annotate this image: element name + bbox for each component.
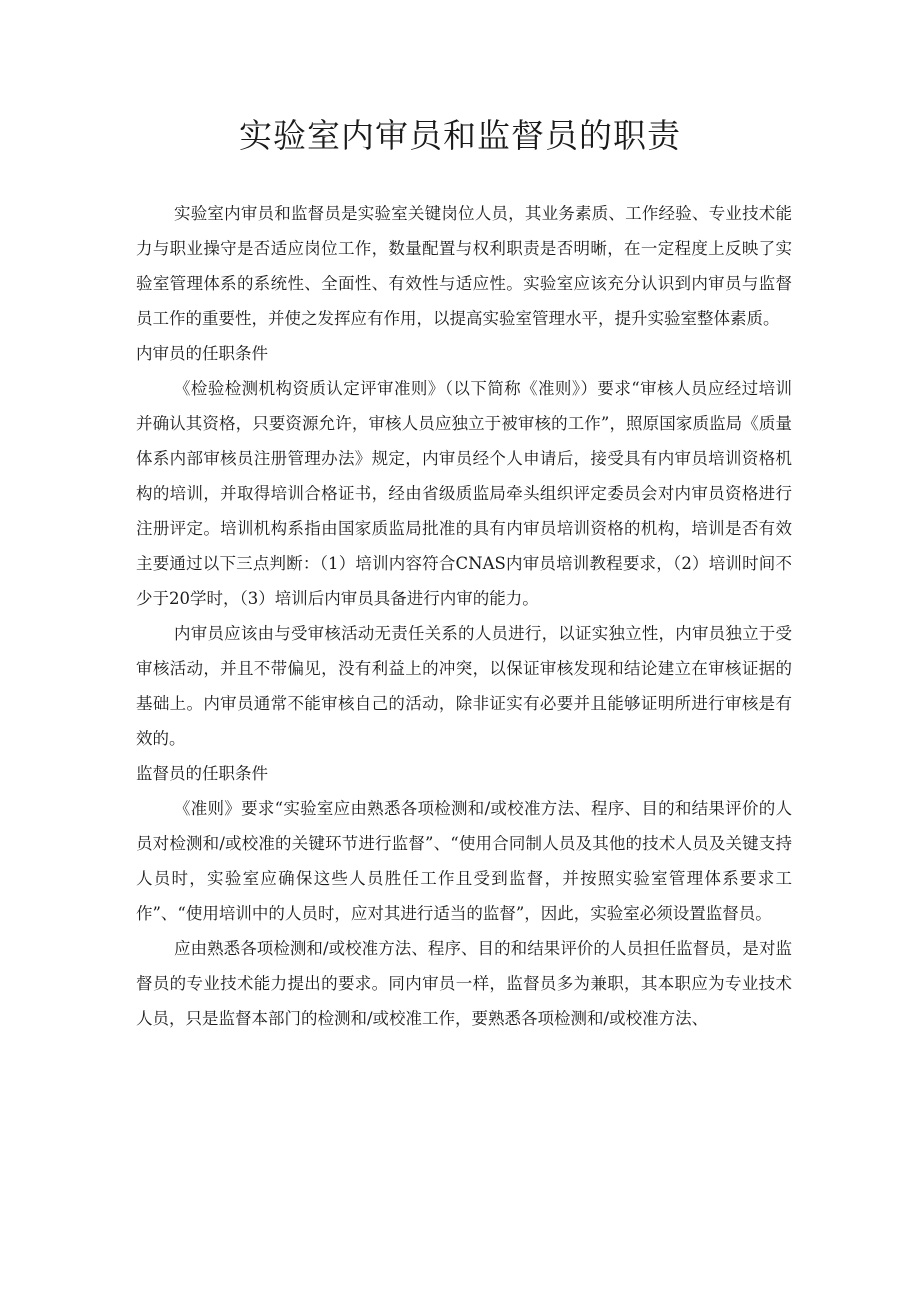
paragraph-auditor-training: 《检验检测机构资质认定评审准则》（以下简称《准则》）要求“审核人员应经过培训并确认其资格，只要资源允许，审核人员应独立于被审核的工作”，照原国家质监局《质量体系内部审核员注册管理办法》规定，内审员经个人申请后，接受具有内审员培训资格机构的培训，并取得培训合格证书，经由省级质监局牵头组织评定委员会对内审员资格进行注册评定。培训机构系指由国家质监局批准的具有内审员培训资格的机构，培训是否有效主要通过以下三点判断：（1）培训内容符合CNAS内审员培训教程要求，（2）培训时间不少于20学时，（3）培训后内审员具备进行内审的能力。 [136, 379, 792, 608]
document-body [136, 196, 792, 1036]
heading-supervisor-qualifications: 监督员的任职条件 [136, 764, 268, 783]
paragraph-supervisor-competence: 应由熟悉各项检测和/或校准方法、程序、目的和结果评价的人员担任监督员，是对监督员的专业技术能力提出的要求。同内审员一样，监督员多为兼职，其本职应为专业技术人员，只是监督本部门的检测和/或校准工作，要熟悉各项检测和/或校准方法、 [136, 939, 792, 1028]
document-title: 实验室内审员和监督员的职责 [239, 116, 681, 155]
paragraph-auditor-independence: 内审员应该由与受审核活动无责任关系的人员进行，以证实独立性，内审员独立于受审核活动，并且不带偏见，没有利益上的冲突，以保证审核发现和结论建立在审核证据的基础上。内审员通常不能审核自己的活动，除非证实有必要并且能够证明所进行审核是有效的。 [136, 624, 792, 748]
paragraph-supervisor-requirements: 《准则》要求“实验室应由熟悉各项检测和/或校准方法、程序、目的和结果评价的人员对检测和/或校准的关键环节进行监督”、“使用合同制人员及其他的技术人员及关键支持人员时，实验室应确保这些人员胜任工作且受到监督，并按照实验室管理体系要求工作”、“使用培训中的人员时，应对其进行适当的监督”，因此，实验室必须设置监督员。 [136, 799, 792, 923]
heading-internal-auditor-qualifications: 内审员的任职条件 [136, 344, 268, 363]
paragraph-intro: 实验室内审员和监督员是实验室关键岗位人员，其业务素质、工作经验、专业技术能力与职业操守是否适应岗位工作，数量配置与权利职责是否明晰，在一定程度上反映了实验室管理体系的系统性、全面性、有效性与适应性。实验室应该充分认识到内审员与监督员工作的重要性，并使之发挥应有作用，以提高实验室管理水平，提升实验室整体素质。 [136, 204, 792, 328]
